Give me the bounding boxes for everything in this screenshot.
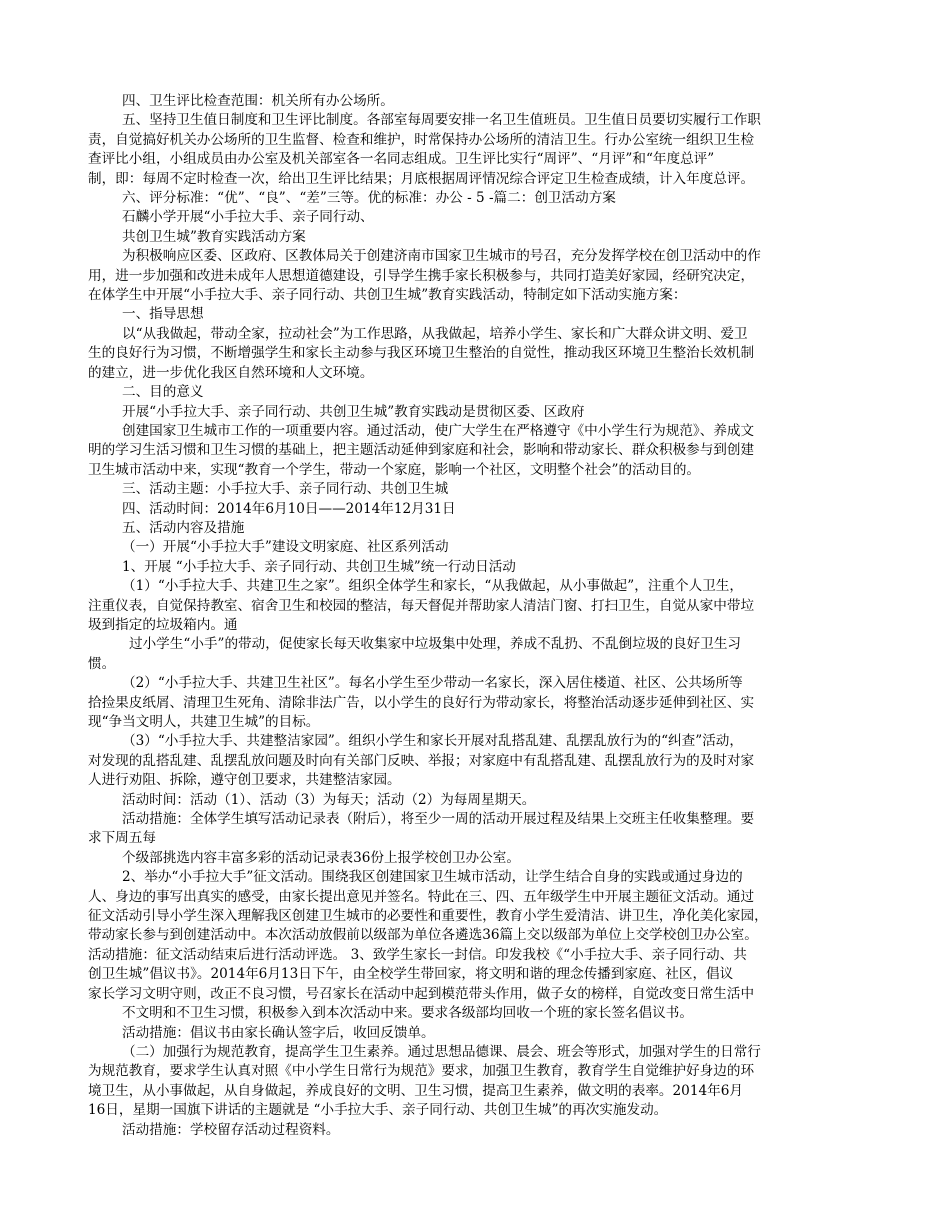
text-line: 现“争当文明人，共建卫生城”的目标。 [88, 714, 320, 730]
text-line: 个级部挑选内容丰富多彩的活动记录表36份上报学校创卫办公室。 [122, 849, 520, 866]
text-line: 活动时间：活动（1）、活动（3）为每天；活动（2）为每周星期天。 [122, 791, 536, 808]
text-line: 1、开展 “小手拉大手、亲子同行动、共创卫生城”统一行动日活动 [122, 558, 516, 575]
text-line: 人进行劝阻、拆除，遵守创卫要求，共建整洁家园。 [88, 772, 401, 789]
text-line: 查评比小组，小组成员由办公室及机关部室各一名同志组成。卫生评比实行“周评”、“月评”和“年度总评” [88, 151, 715, 168]
text-line: 五、活动内容及措施 [122, 519, 245, 536]
text-line: 活动措施：全体学生填写活动记录表（附后），将至少一周的活动开展过程及结果上交班主任收集整理。要 [122, 811, 755, 828]
text-line: 以“从我做起，带动全家，拉动社会”为工作思路，从我做起，培养小学生、家长和广大群众讲文明、爱卫 [122, 325, 748, 342]
text-line: （2）“小手拉大手、共建卫生社区”。每名小学生至少带动一名家长，深入居住楼道、社区、公共场所等 [122, 675, 743, 692]
text-line: 不文明和不卫生习惯，积极参入到本次活动中来。要求各级部均回收一个班的家长签名倡议书。 [122, 1005, 693, 1022]
text-line: 16日，星期一国旗下讲话的主题就是 “小手拉大手、亲子同行动、共创卫生城”的再次实施发动。 [88, 1102, 668, 1119]
text-line: 在体学生中开展“小手拉大手、亲子同行动、共创卫生城”教育实践活动，特制定如下活动实施方案： [88, 287, 687, 304]
text-line: 境卫生，从小事做起，从自身做起，养成良好的文明、卫生习惯，提高卫生素养，做文明的表率。2014年6月 [88, 1082, 743, 1099]
text-line: 活动措施：征文活动结束后进行活动评选。 3、致学生家长一封信。印发我校《“小手拉大手、亲子同行动、共 [88, 946, 747, 963]
text-line: 家长学习文明守则，改正不良习惯，号召家长在活动中起到模范带头作用，做子女的榜样，自觉改变日常生活中 [88, 985, 755, 1002]
text-line: 制，即：每周不定时检查一次，给出卫生评比结果；月底根据周评情况综合评定卫生检查成绩，计入年度总评。 [88, 170, 755, 187]
text-line: 对发现的乱搭乱建、乱摆乱放问题及时向有关部门反映、举报；对家庭中有乱搭乱建、乱摆乱放行为的及时对家 [88, 752, 755, 769]
text-line: 责，自觉搞好机关办公场所的卫生监督、检查和维护，时常保持办公场所的清洁卫生。行办公室统一组织卫生检 [88, 131, 755, 148]
text-line: 活动措施：学校留存活动过程资料。 [122, 1121, 340, 1138]
text-line: 人、身边的事写出真实的感受，由家长提出意见并签名。特此在三、四、五年级学生中开展主题征文活动。通过 [88, 888, 755, 905]
text-line: 卫生城市活动中来，实现“教育一个学生，带动一个家庭，影响一个社区，文明整个社会”的活动目的。 [88, 461, 701, 478]
document-body [88, 92, 880, 1140]
text-line: 六、评分标准：“优”、“良”、“差”三等。优的标准：办公 - 5 -篇二：创卫活动方案 [122, 190, 616, 207]
text-line: 惯。 [88, 655, 116, 672]
text-line: 三、活动主题：小手拉大手、亲子同行动、共创卫生城 [122, 481, 449, 498]
text-line: 过小学生“小手”的带动，促使家长每天收集家中垃圾集中处理，养成不乱扔、不乱倒垃圾的良好卫生习 [129, 636, 742, 653]
text-line: （一）开展“小手拉大手”建设文明家庭、社区系列活动 [122, 539, 449, 556]
text-line: 一、指导思想 [122, 306, 204, 323]
text-line: 为积极响应区委、区政府、区教体局关于创建济南市国家卫生城市的号召，充分发挥学校在创卫活动中的作 [122, 248, 761, 265]
text-line: 开展“小手拉大手、亲子同行动、共创卫生城”教育实践动是贯彻区委、区政府 [122, 403, 585, 420]
text-line: 圾到指定的垃圾箱内。通 [88, 616, 238, 633]
text-line: 明的学习生活习惯和卫生习惯的基础上，把主题活动延伸到家庭和社会，影响和带动家长、群众积极参与到创建 [88, 442, 755, 459]
text-line: （3）“小手拉大手、共建整洁家园”。组织小学生和家长开展对乱搭乱建、乱摆乱放行为的“纠查”活动， [122, 733, 743, 750]
text-line: 创建国家卫生城市工作的一项重要内容。通过活动，使广大学生在严格遵守《中小学生行为规范》、养成文 [122, 422, 755, 439]
text-line: 为规范教育，要求学生认真对照《中小学生日常行为规范》要求，加强卫生教育，教育学生自觉维护好身边的环 [88, 1063, 755, 1080]
text-line: 石麟小学开展“小手拉大手、亲子同行动、 [122, 209, 374, 226]
text-line: 注重仪表，自觉保持教室、宿舍卫生和校园的整洁，每天督促并帮助家人清洁门窗、打扫卫生，自觉从家中带垃 [88, 597, 755, 614]
text-line: （二）加强行为规范教育，提高学生卫生素养。通过思想品德课、晨会、班会等形式，加强对学生的日常行 [122, 1043, 761, 1060]
text-line: 创卫生城”倡议书》。2014年6月13日下午，由全校学生带回家，将文明和谐的理念传播到家庭、社区，倡议 [88, 966, 734, 983]
text-line: （1）“小手拉大手、共建卫生之家”。组织全体学生和家长，“从我做起，从小事做起”，注重个人卫生， [122, 578, 743, 595]
text-line: 四、卫生评比检查范围：机关所有办公场所。 [122, 93, 394, 109]
text-line: 求下周五每 [88, 830, 156, 847]
text-line: 五、坚持卫生值日制度和卫生评比制度。各部室每周要安排一名卫生值班员。卫生值日员要切实履行工作职 [122, 112, 761, 129]
text-line: 的建立，进一步优化我区自然环境和人文环境。 [88, 364, 374, 381]
text-line: 带动家长参与到创建活动中。本次活动放假前以级部为单位各遴选36篇上交以级部为单位上交学校创卫办公室。 [88, 927, 758, 944]
text-line: 生的良好行为习惯，不断增强学生和家长主动参与我区环境卫生整治的自觉性，推动我区环境卫生整治长效机制 [88, 345, 755, 362]
text-line: 活动措施：倡议书由家长确认签字后，收回反馈单。 [122, 1024, 435, 1041]
text-line: 二、目的意义 [122, 384, 204, 401]
text-line: 四、活动时间：2014年6月10日——2014年12月31日 [122, 500, 456, 517]
text-line: 征文活动引导小学生深入理解我区创建卫生城市的必要性和重要性，教育小学生爱清洁、讲卫生，净化美化家园， [88, 908, 768, 925]
text-line: 拾捡果皮纸屑、清理卫生死角、清除非法广告，以小学生的良好行为带动家长，将整治活动逐步延伸到社区、实 [88, 694, 755, 711]
text-line: 用，进一步加强和改进未成年人思想道德建设，引导学生携手家长积极参与，共同打造美好家园，经研究决定， [88, 267, 755, 284]
text-line: 共创卫生城”教育实践活动方案 [122, 228, 306, 245]
text-line: 2、举办“小手拉大手”征文活动。围绕我区创建国家卫生城市活动，让学生结合自身的实践或通过身边的 [122, 869, 743, 886]
